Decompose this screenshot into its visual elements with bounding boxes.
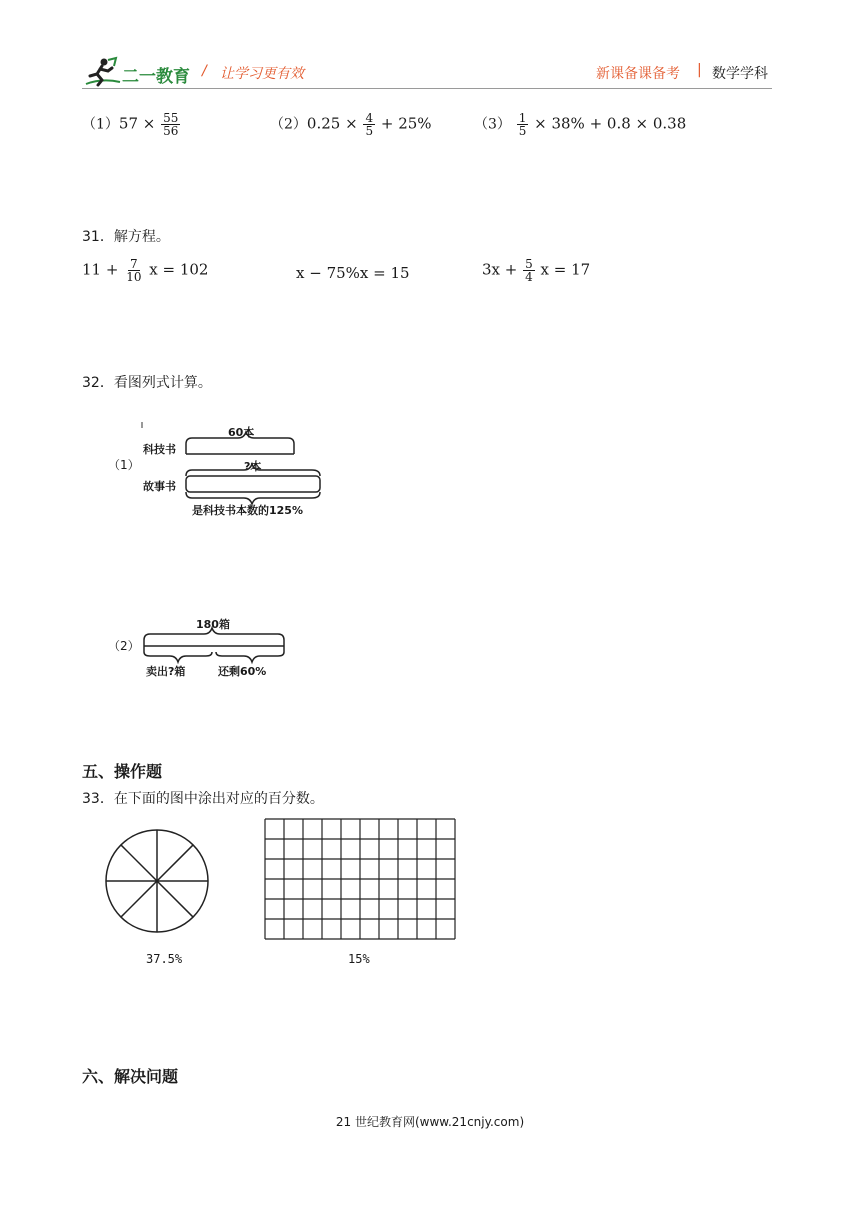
q32-d2-top-value: 180箱: [196, 618, 230, 631]
runner-logo-icon: [82, 56, 122, 88]
footer-text: 21 世纪教育网(www.21cnjy.com): [335, 1115, 525, 1129]
brace-mid: [186, 464, 320, 476]
header-slogan: 让学习更有效: [220, 66, 304, 82]
q32-title: 32．看图列式计算。: [82, 375, 212, 391]
section-5-heading: 五、操作题: [82, 762, 163, 781]
grid-10x6: [264, 818, 458, 942]
header-right-red: 新课备课备考: [596, 66, 680, 82]
q32-d1-row2-label: 故事书: [143, 480, 176, 493]
circle-percent-label: 37.5%: [146, 952, 183, 966]
q31-eq-3: 3x + $\frac{5}{4}$ x = 17: [482, 257, 591, 284]
brace-top: [186, 432, 294, 444]
section-6-heading: 六、解决问题: [82, 1067, 179, 1086]
header-subject: 数学学科: [712, 66, 768, 82]
q32-d2-label: （2）: [108, 639, 140, 653]
q31-title: 31．解方程。: [82, 229, 170, 245]
q32-diagram-2: [140, 626, 290, 666]
q32-d1-top-value: 60本: [228, 426, 255, 439]
brand-name: 二一教育: [122, 67, 190, 87]
q31-eq-2: x − 75%x = 15: [296, 264, 410, 282]
header-slash: /: [202, 63, 207, 79]
q32-d1-mid-value: ?本: [244, 460, 262, 473]
bar-story-books: [186, 476, 320, 492]
q32-d2-right-note: 还剩60%: [218, 665, 267, 678]
q30-item-1: （1）57 × $\frac{55}{56}$: [82, 111, 179, 138]
q32-d1-bottom-note: 是科技书本数的125%: [192, 504, 303, 517]
header-divider: [82, 88, 772, 89]
q33-title: 33．在下面的图中涂出对应的百分数。: [82, 791, 324, 807]
grid-percent-label: 15%: [348, 952, 370, 966]
q32-d1-row1-label: 科技书: [143, 443, 176, 456]
header-separator: |: [697, 62, 702, 78]
q30-item-3: （3） $\frac{1}{5}$ × 38% + 0.8 × 0.38: [474, 111, 687, 138]
circle-8-parts: [102, 826, 212, 936]
q32-diagram-1: [140, 420, 330, 510]
brace-bottom: [186, 492, 320, 504]
q32-d2-left-note: 卖出?箱: [146, 665, 186, 678]
q32-d1-label: （1）: [108, 458, 140, 472]
q31-eq-1: 11 + $\frac{7}{10}$ x = 102: [82, 257, 209, 284]
q30-item-2: （2）0.25 × $\frac{4}{5}$ + 25%: [270, 111, 432, 138]
